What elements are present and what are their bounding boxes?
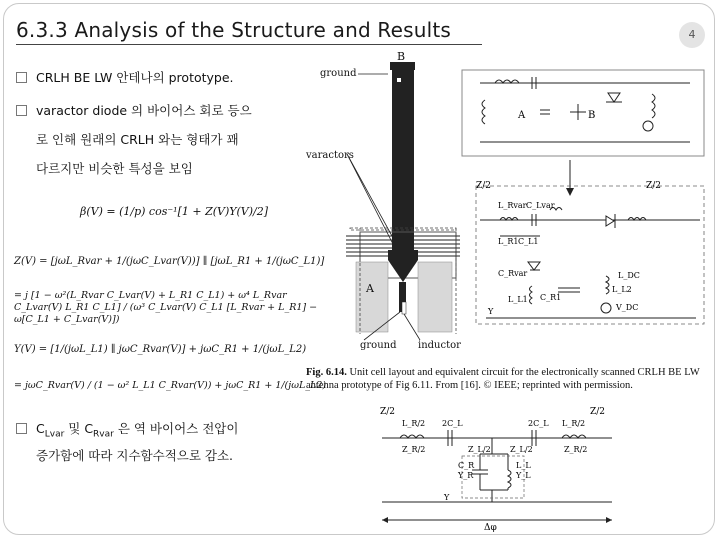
equation-y-definition: Y(V) = [1/(jωL_L1) ∥ jωC_Rvar(V)] + jωC_R1 + 1/(jωL_L2) — [14, 344, 307, 355]
svg-text:Z_L/2: Z_L/2 — [468, 445, 491, 454]
svg-text:L_L1: L_L1 — [508, 295, 528, 304]
bullet-2-line2: 로 인해 원래의 CRLH 와는 형태가 꽤 — [36, 132, 239, 147]
bullet-box-icon — [16, 423, 27, 434]
label-varactors: varactors — [306, 150, 354, 161]
title-underline — [16, 44, 482, 45]
equation-y-expanded: = jωC_Rvar(V) / (1 − ω² L_L1 C_Rvar(V)) + jωC_R1 + 1/(jωL_L2) — [14, 380, 327, 391]
svg-text:Z_R/2: Z_R/2 — [564, 445, 588, 454]
page-number-badge: 4 — [679, 22, 705, 48]
svg-text:C_R: C_R — [458, 461, 475, 470]
bullet-1-text: CRLH BE LW 안테나의 prototype. — [36, 70, 234, 85]
svg-text:Δφ: Δφ — [484, 523, 497, 532]
svg-text:L_L2: L_L2 — [612, 285, 632, 294]
svg-text:Z/2: Z/2 — [476, 181, 492, 191]
bullet-1 — [16, 69, 234, 87]
svg-text:Y_L: Y_L — [516, 471, 531, 480]
svg-text:2C_L: 2C_L — [442, 419, 463, 428]
svg-text:C_Lvar: C_Lvar — [526, 201, 555, 210]
label-point-b: B — [397, 50, 406, 63]
unit-cell-layout — [346, 62, 460, 334]
svg-text:L_DC: L_DC — [618, 271, 640, 280]
unit-cell-figure — [300, 50, 712, 362]
bullet-3-line2: 증가함에 따라 지수함수적으로 감소. — [36, 448, 234, 463]
svg-text:Z_R/2: Z_R/2 — [402, 445, 426, 454]
svg-text:2C_L: 2C_L — [528, 419, 549, 428]
bullet-2-line3: 다르지만 비슷한 특성을 보임 — [36, 161, 193, 176]
bias-circuit-box — [462, 70, 704, 156]
equivalent-circuit — [476, 181, 704, 324]
svg-text:C_R1: C_R1 — [540, 293, 562, 302]
svg-text:C_Rvar: C_Rvar — [498, 269, 528, 278]
svg-text:Y: Y — [444, 493, 450, 502]
label-ground-top: ground — [320, 68, 357, 79]
label-inductor: inductor — [418, 340, 461, 351]
bullet-box-icon — [16, 72, 27, 83]
svg-text:L_Rvar: L_Rvar — [498, 201, 527, 210]
svg-text:L_R/2: L_R/2 — [402, 419, 426, 428]
svg-text:Z/2: Z/2 — [646, 181, 662, 191]
figure-number: Fig. 6.14. — [306, 367, 347, 378]
svg-text:Y_R: Y_R — [458, 471, 474, 480]
svg-text:L_R1: L_R1 — [498, 237, 519, 246]
equation-z-expanded: = j [1 − ω²(L_Rvar C_Lvar(V) + L_R1 C_L1) + ω⁴ L_Rvar C_Lvar(V) L_R1 C_L1] / (ω³ C_Lvar(V) C_L1 [L_Rvar + L_R1] − ω[C_L1 + C_Lvar(V)]) — [14, 290, 318, 325]
label-ground-bottom: ground — [360, 340, 397, 351]
circuit-label-a: A — [518, 110, 526, 121]
bullet-2 — [16, 102, 252, 120]
svg-text:Z_L/2: Z_L/2 — [510, 445, 533, 454]
label-point-a: A — [366, 282, 374, 295]
circuit-label-b: B — [588, 110, 596, 121]
bullet-2-line1: varactor diode 의 바이어스 회로 등으 — [36, 103, 252, 118]
bullet-3: $C_{Lvar}$ 및 $C_{Rvar}$ 은 역 바이어스 전압이 — [16, 420, 238, 444]
svg-text:V_DC: V_DC — [616, 303, 639, 312]
svg-text:Z/2: Z/2 — [590, 407, 606, 417]
svg-text:L_R/2: L_R/2 — [562, 419, 586, 428]
svg-text:Z/2: Z/2 — [380, 407, 396, 417]
svg-text:Y: Y — [488, 307, 494, 316]
equation-beta: β(V) = (1/p) cos⁻¹[1 + Z(V)Y(V)/2] — [80, 205, 269, 218]
figure-caption-text: Unit cell layout and equivalent circuit for the electronically scanned CRLH BE LW antenna prototype of Fig 6.11. From [16]. © IEEE; reprinted with permission. — [306, 367, 700, 391]
svg-text:L_L: L_L — [516, 461, 531, 470]
equation-z-definition: Z(V) = [jωL_Rvar + 1/(jωC_Lvar(V))] ∥ [jωL_R1 + 1/(jωC_L1)] — [14, 256, 325, 267]
figure-caption — [306, 366, 710, 392]
bullet-box-icon — [16, 105, 27, 116]
svg-text:C_L1: C_L1 — [518, 237, 539, 246]
slide-title: 6.3.3 Analysis of the Structure and Results — [16, 18, 452, 42]
crlh-unit-cell-circuit — [372, 400, 622, 532]
